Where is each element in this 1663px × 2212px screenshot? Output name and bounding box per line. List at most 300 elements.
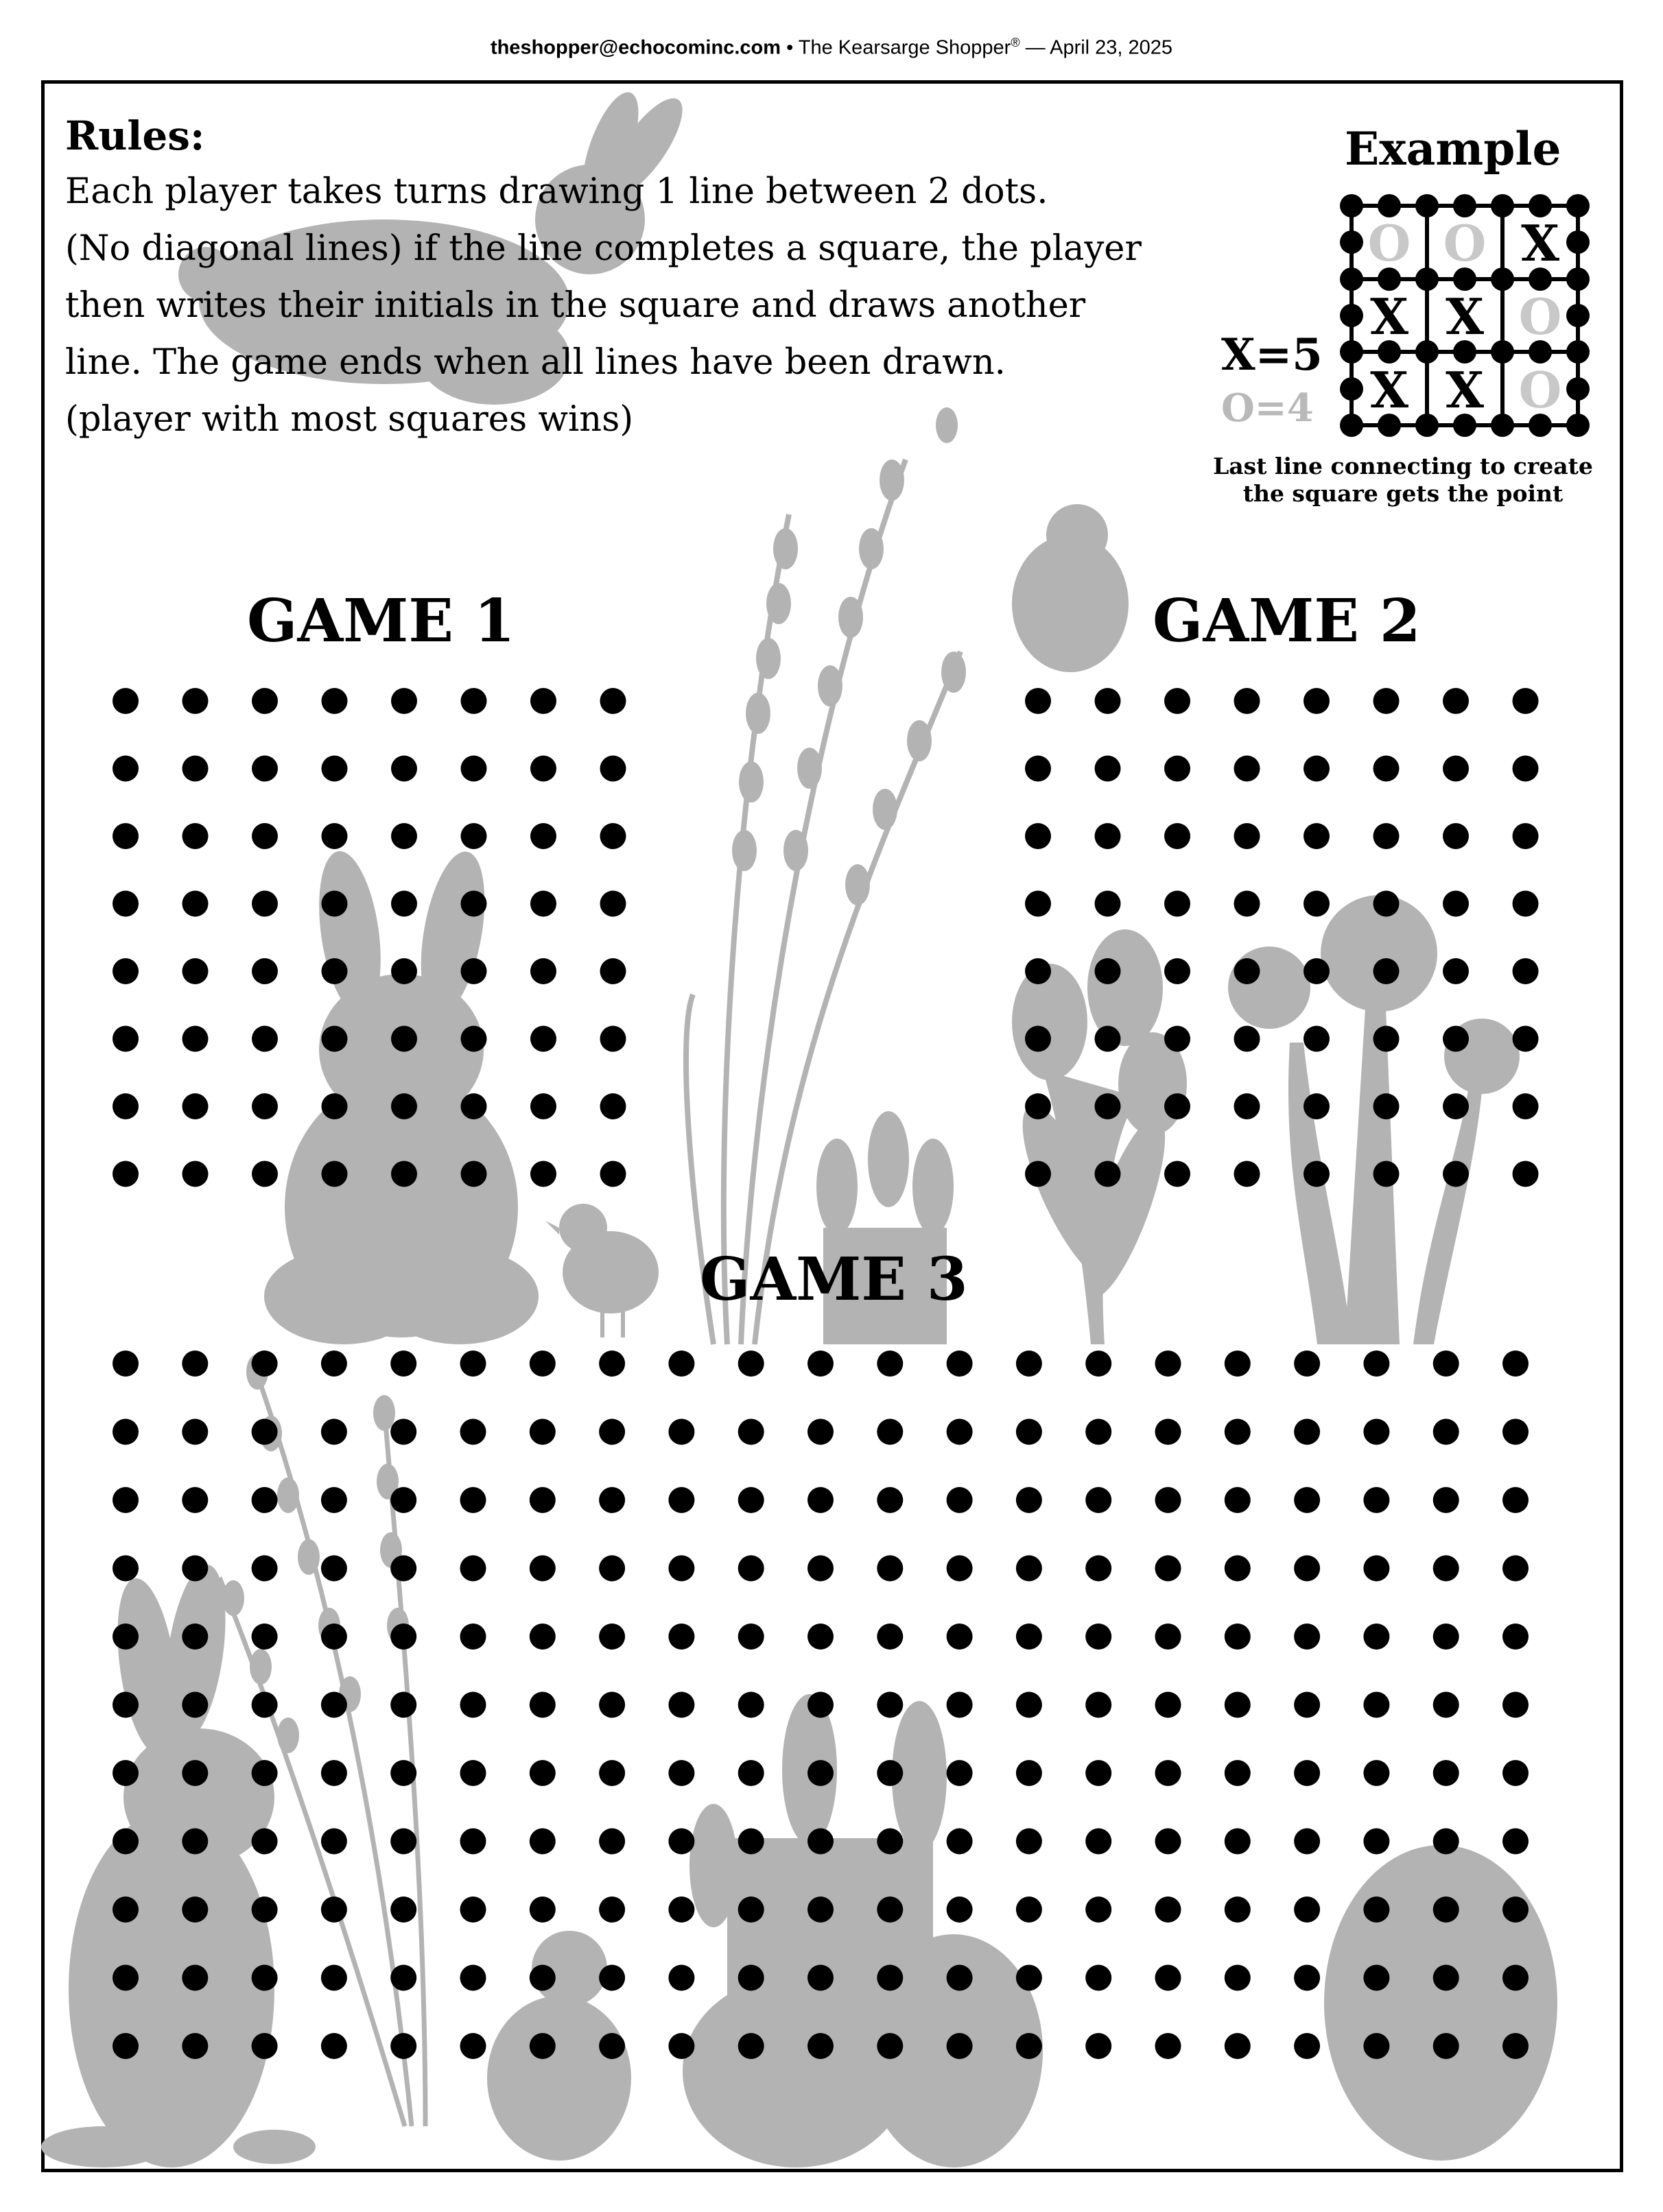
grid-dot[interactable] [460, 1624, 486, 1650]
grid-dot[interactable] [460, 1556, 486, 1582]
grid-dot[interactable] [1085, 1556, 1111, 1582]
grid-dot[interactable] [1164, 1026, 1190, 1052]
grid-dot[interactable] [807, 1829, 834, 1855]
grid-dot[interactable] [738, 2033, 764, 2059]
grid-dot[interactable] [668, 1692, 694, 1718]
grid-dot[interactable] [1443, 1026, 1469, 1052]
grid-dot[interactable] [1373, 1161, 1400, 1187]
grid-dot[interactable] [390, 1419, 416, 1445]
grid-dot[interactable] [668, 1624, 694, 1650]
grid-dot[interactable] [1164, 891, 1190, 917]
grid-dot[interactable] [1294, 1556, 1320, 1582]
grid-dot[interactable] [947, 2033, 973, 2059]
grid-dot[interactable] [877, 1692, 903, 1718]
grid-dot[interactable] [321, 1351, 347, 1377]
grid-dot[interactable] [182, 1026, 209, 1052]
grid-dot[interactable] [113, 1093, 139, 1119]
grid-dot[interactable] [530, 2033, 556, 2059]
grid-dot[interactable] [1234, 891, 1260, 917]
grid-dot[interactable] [322, 1093, 348, 1119]
grid-dot[interactable] [1373, 688, 1400, 714]
grid-dot[interactable] [390, 1692, 416, 1718]
grid-dot[interactable] [1304, 958, 1330, 984]
grid-dot[interactable] [1373, 823, 1400, 849]
grid-dot[interactable] [182, 958, 209, 984]
grid-dot[interactable] [1225, 1760, 1251, 1786]
grid-dot[interactable] [113, 1419, 139, 1445]
grid-dot[interactable] [1095, 688, 1121, 714]
grid-dot[interactable] [1225, 1487, 1251, 1513]
grid-dot[interactable] [599, 1896, 625, 1923]
grid-dot[interactable] [1363, 1351, 1389, 1377]
grid-dot[interactable] [947, 1829, 973, 1855]
grid-dot[interactable] [390, 2033, 416, 2059]
grid-dot[interactable] [182, 1624, 208, 1650]
grid-dot[interactable] [321, 1896, 347, 1923]
grid-dot[interactable] [322, 823, 348, 849]
grid-dot[interactable] [738, 1556, 764, 1582]
grid-dot[interactable] [1502, 1419, 1529, 1445]
grid-dot[interactable] [460, 1896, 486, 1923]
grid-dot[interactable] [530, 1965, 556, 1991]
grid-dot[interactable] [1443, 891, 1469, 917]
grid-dot[interactable] [182, 1556, 208, 1582]
grid-dot[interactable] [1155, 1896, 1181, 1923]
grid-dot[interactable] [1304, 1026, 1330, 1052]
grid-dot[interactable] [947, 1419, 973, 1445]
grid-dot[interactable] [599, 1351, 625, 1377]
grid-dot[interactable] [1085, 1487, 1111, 1513]
grid-dot[interactable] [1025, 891, 1051, 917]
grid-dot[interactable] [182, 1419, 208, 1445]
grid-dot[interactable] [252, 688, 278, 714]
grid-dot[interactable] [530, 756, 556, 782]
grid-dot[interactable] [668, 1487, 694, 1513]
grid-dot[interactable] [600, 688, 626, 714]
grid-dot[interactable] [113, 1487, 139, 1513]
grid-dot[interactable] [1513, 958, 1539, 984]
grid-dot[interactable] [1363, 1487, 1389, 1513]
grid-dot[interactable] [1513, 1026, 1539, 1052]
grid-dot[interactable] [738, 1760, 764, 1786]
grid-dot[interactable] [1294, 1760, 1320, 1786]
grid-dot[interactable] [600, 823, 626, 849]
grid-dot[interactable] [460, 1829, 486, 1855]
grid-dot[interactable] [668, 2033, 694, 2059]
grid-dot[interactable] [391, 688, 417, 714]
grid-dot[interactable] [113, 958, 139, 984]
grid-dot[interactable] [1095, 823, 1121, 849]
grid-dot[interactable] [1095, 756, 1121, 782]
grid-dot[interactable] [600, 756, 626, 782]
grid-dot[interactable] [1433, 1419, 1459, 1445]
grid-dot[interactable] [1363, 1556, 1389, 1582]
grid-dot[interactable] [1363, 1419, 1389, 1445]
grid-dot[interactable] [1363, 1896, 1389, 1923]
grid-dot[interactable] [321, 1624, 347, 1650]
grid-dot[interactable] [1443, 958, 1469, 984]
grid-dot[interactable] [113, 1161, 139, 1187]
grid-dot[interactable] [113, 1829, 139, 1855]
grid-dot[interactable] [461, 688, 487, 714]
grid-dot[interactable] [1225, 1692, 1251, 1718]
grid-dot[interactable] [738, 1896, 764, 1923]
grid-dot[interactable] [1164, 1161, 1190, 1187]
grid-dot[interactable] [1294, 1487, 1320, 1513]
grid-dot[interactable] [322, 688, 348, 714]
grid-dot[interactable] [530, 1829, 556, 1855]
grid-dot[interactable] [877, 1419, 903, 1445]
grid-dot[interactable] [322, 1026, 348, 1052]
grid-dot[interactable] [182, 1161, 209, 1187]
grid-dot[interactable] [182, 891, 209, 917]
grid-dot[interactable] [600, 1093, 626, 1119]
grid-dot[interactable] [182, 1487, 208, 1513]
grid-dot[interactable] [1513, 823, 1539, 849]
grid-dot[interactable] [1304, 823, 1330, 849]
grid-dot[interactable] [1025, 1026, 1051, 1052]
grid-dot[interactable] [1373, 1026, 1400, 1052]
grid-dot[interactable] [390, 1760, 416, 1786]
grid-dot[interactable] [113, 1351, 139, 1377]
grid-dot[interactable] [1085, 1896, 1111, 1923]
grid-dot[interactable] [113, 688, 139, 714]
grid-dot[interactable] [1155, 1419, 1181, 1445]
grid-dot[interactable] [1433, 1829, 1459, 1855]
grid-dot[interactable] [182, 688, 209, 714]
grid-dot[interactable] [460, 1760, 486, 1786]
grid-dot[interactable] [1294, 1624, 1320, 1650]
grid-dot[interactable] [1225, 1419, 1251, 1445]
grid-dot[interactable] [1025, 756, 1051, 782]
grid-dot[interactable] [807, 1896, 834, 1923]
grid-dot[interactable] [599, 1556, 625, 1582]
grid-dot[interactable] [1095, 891, 1121, 917]
grid-dot[interactable] [1294, 1965, 1320, 1991]
grid-dot[interactable] [461, 1026, 487, 1052]
grid-dot[interactable] [668, 1760, 694, 1786]
grid-dot[interactable] [182, 1829, 208, 1855]
grid-dot[interactable] [1025, 958, 1051, 984]
grid-dot[interactable] [113, 1026, 139, 1052]
grid-dot[interactable] [807, 1760, 834, 1786]
grid-dot[interactable] [252, 1624, 278, 1650]
grid-dot[interactable] [599, 1965, 625, 1991]
grid-dot[interactable] [321, 2033, 347, 2059]
grid-dot[interactable] [530, 1760, 556, 1786]
grid-dot[interactable] [1443, 756, 1469, 782]
grid-dot[interactable] [252, 823, 278, 849]
grid-dot[interactable] [113, 756, 139, 782]
game-2-dot-grid[interactable] [1025, 688, 1539, 1187]
grid-dot[interactable] [738, 1487, 764, 1513]
grid-dot[interactable] [252, 1965, 278, 1991]
grid-dot[interactable] [1443, 1093, 1469, 1119]
grid-dot[interactable] [1164, 823, 1190, 849]
grid-dot[interactable] [1433, 1760, 1459, 1786]
grid-dot[interactable] [738, 1419, 764, 1445]
grid-dot[interactable] [1502, 1487, 1529, 1513]
grid-dot[interactable] [600, 1026, 626, 1052]
grid-dot[interactable] [947, 1624, 973, 1650]
grid-dot[interactable] [668, 1556, 694, 1582]
grid-dot[interactable] [1016, 1760, 1042, 1786]
grid-dot[interactable] [460, 1419, 486, 1445]
grid-dot[interactable] [877, 1556, 903, 1582]
grid-dot[interactable] [1363, 1692, 1389, 1718]
grid-dot[interactable] [1085, 1692, 1111, 1718]
grid-dot[interactable] [390, 1965, 416, 1991]
grid-dot[interactable] [947, 1487, 973, 1513]
grid-dot[interactable] [252, 1026, 278, 1052]
grid-dot[interactable] [1155, 1556, 1181, 1582]
grid-dot[interactable] [668, 1419, 694, 1445]
grid-dot[interactable] [599, 1624, 625, 1650]
grid-dot[interactable] [1155, 2033, 1181, 2059]
grid-dot[interactable] [1513, 891, 1539, 917]
grid-dot[interactable] [599, 1692, 625, 1718]
grid-dot[interactable] [1016, 1965, 1042, 1991]
grid-dot[interactable] [877, 1624, 903, 1650]
grid-dot[interactable] [391, 1026, 417, 1052]
grid-dot[interactable] [1155, 1487, 1181, 1513]
grid-dot[interactable] [1373, 756, 1400, 782]
grid-dot[interactable] [530, 1093, 556, 1119]
grid-dot[interactable] [113, 1760, 139, 1786]
grid-dot[interactable] [1304, 1093, 1330, 1119]
grid-dot[interactable] [1155, 1965, 1181, 1991]
grid-dot[interactable] [391, 1093, 417, 1119]
grid-dot[interactable] [1164, 958, 1190, 984]
grid-dot[interactable] [807, 1419, 834, 1445]
grid-dot[interactable] [1085, 1965, 1111, 1991]
grid-dot[interactable] [1016, 2033, 1042, 2059]
grid-dot[interactable] [1294, 1692, 1320, 1718]
grid-dot[interactable] [322, 958, 348, 984]
grid-dot[interactable] [1513, 688, 1539, 714]
grid-dot[interactable] [947, 1760, 973, 1786]
grid-dot[interactable] [252, 756, 278, 782]
grid-dot[interactable] [1025, 1161, 1051, 1187]
grid-dot[interactable] [252, 1896, 278, 1923]
grid-dot[interactable] [1016, 1896, 1042, 1923]
grid-dot[interactable] [1502, 1556, 1529, 1582]
grid-dot[interactable] [252, 958, 278, 984]
grid-dot[interactable] [1155, 1624, 1181, 1650]
grid-dot[interactable] [1433, 1965, 1459, 1991]
grid-dot[interactable] [668, 1896, 694, 1923]
grid-dot[interactable] [182, 1896, 208, 1923]
grid-dot[interactable] [807, 1351, 834, 1377]
grid-dot[interactable] [182, 1760, 208, 1786]
grid-dot[interactable] [1513, 1093, 1539, 1119]
grid-dot[interactable] [252, 1692, 278, 1718]
grid-dot[interactable] [322, 756, 348, 782]
grid-dot[interactable] [947, 1692, 973, 1718]
grid-dot[interactable] [1502, 1624, 1529, 1650]
grid-dot[interactable] [460, 1351, 486, 1377]
grid-dot[interactable] [182, 2033, 208, 2059]
grid-dot[interactable] [391, 756, 417, 782]
grid-dot[interactable] [460, 1692, 486, 1718]
grid-dot[interactable] [1155, 1692, 1181, 1718]
grid-dot[interactable] [1225, 1351, 1251, 1377]
grid-dot[interactable] [530, 1161, 556, 1187]
grid-dot[interactable] [1304, 756, 1330, 782]
grid-dot[interactable] [600, 891, 626, 917]
grid-dot[interactable] [1502, 1760, 1529, 1786]
grid-dot[interactable] [1164, 1093, 1190, 1119]
grid-dot[interactable] [1373, 1093, 1400, 1119]
grid-dot[interactable] [877, 1829, 903, 1855]
grid-dot[interactable] [600, 1161, 626, 1187]
grid-dot[interactable] [599, 1829, 625, 1855]
grid-dot[interactable] [322, 1161, 348, 1187]
grid-dot[interactable] [530, 1487, 556, 1513]
grid-dot[interactable] [252, 1093, 278, 1119]
grid-dot[interactable] [1294, 1419, 1320, 1445]
grid-dot[interactable] [460, 1487, 486, 1513]
grid-dot[interactable] [182, 1965, 208, 1991]
grid-dot[interactable] [530, 1419, 556, 1445]
grid-dot[interactable] [182, 1093, 209, 1119]
grid-dot[interactable] [668, 1351, 694, 1377]
grid-dot[interactable] [460, 2033, 486, 2059]
grid-dot[interactable] [668, 1965, 694, 1991]
grid-dot[interactable] [252, 1829, 278, 1855]
grid-dot[interactable] [1234, 1161, 1260, 1187]
grid-dot[interactable] [738, 1965, 764, 1991]
grid-dot[interactable] [321, 1692, 347, 1718]
grid-dot[interactable] [1095, 958, 1121, 984]
grid-dot[interactable] [1433, 2033, 1459, 2059]
grid-dot[interactable] [1234, 1026, 1260, 1052]
grid-dot[interactable] [1363, 2033, 1389, 2059]
grid-dot[interactable] [1225, 1624, 1251, 1650]
grid-dot[interactable] [461, 823, 487, 849]
grid-dot[interactable] [877, 1351, 903, 1377]
grid-dot[interactable] [1433, 1624, 1459, 1650]
grid-dot[interactable] [1225, 1896, 1251, 1923]
grid-dot[interactable] [1155, 1351, 1181, 1377]
grid-dot[interactable] [1373, 891, 1400, 917]
grid-dot[interactable] [390, 1487, 416, 1513]
grid-dot[interactable] [1363, 1965, 1389, 1991]
grid-dot[interactable] [1363, 1829, 1389, 1855]
grid-dot[interactable] [1234, 958, 1260, 984]
grid-dot[interactable] [322, 891, 348, 917]
grid-dot[interactable] [1225, 2033, 1251, 2059]
grid-dot[interactable] [947, 1351, 973, 1377]
grid-dot[interactable] [530, 823, 556, 849]
grid-dot[interactable] [461, 891, 487, 917]
grid-dot[interactable] [530, 1896, 556, 1923]
grid-dot[interactable] [461, 1093, 487, 1119]
grid-dot[interactable] [668, 1829, 694, 1855]
grid-dot[interactable] [1433, 1692, 1459, 1718]
grid-dot[interactable] [390, 1351, 416, 1377]
grid-dot[interactable] [113, 1624, 139, 1650]
grid-dot[interactable] [1502, 1896, 1529, 1923]
grid-dot[interactable] [1095, 1161, 1121, 1187]
grid-dot[interactable] [1294, 1829, 1320, 1855]
grid-dot[interactable] [1234, 756, 1260, 782]
grid-dot[interactable] [1085, 1419, 1111, 1445]
grid-dot[interactable] [877, 1760, 903, 1786]
grid-dot[interactable] [182, 823, 209, 849]
grid-dot[interactable] [1025, 823, 1051, 849]
grid-dot[interactable] [1443, 688, 1469, 714]
grid-dot[interactable] [1502, 1829, 1529, 1855]
grid-dot[interactable] [390, 1896, 416, 1923]
grid-dot[interactable] [947, 1896, 973, 1923]
grid-dot[interactable] [1234, 823, 1260, 849]
grid-dot[interactable] [1164, 756, 1190, 782]
grid-dot[interactable] [599, 1487, 625, 1513]
grid-dot[interactable] [321, 1556, 347, 1582]
grid-dot[interactable] [1443, 1161, 1469, 1187]
grid-dot[interactable] [390, 1829, 416, 1855]
grid-dot[interactable] [113, 1692, 139, 1718]
grid-dot[interactable] [113, 1896, 139, 1923]
grid-dot[interactable] [877, 1487, 903, 1513]
grid-dot[interactable] [807, 1692, 834, 1718]
grid-dot[interactable] [599, 1760, 625, 1786]
grid-dot[interactable] [113, 1556, 139, 1582]
grid-dot[interactable] [600, 958, 626, 984]
grid-dot[interactable] [113, 2033, 139, 2059]
grid-dot[interactable] [1502, 1965, 1529, 1991]
grid-dot[interactable] [530, 1556, 556, 1582]
grid-dot[interactable] [1085, 1351, 1111, 1377]
grid-dot[interactable] [807, 1624, 834, 1650]
grid-dot[interactable] [738, 1692, 764, 1718]
grid-dot[interactable] [182, 756, 209, 782]
grid-dot[interactable] [1502, 1351, 1529, 1377]
grid-dot[interactable] [252, 1419, 278, 1445]
grid-dot[interactable] [877, 1896, 903, 1923]
grid-dot[interactable] [1502, 2033, 1529, 2059]
grid-dot[interactable] [1433, 1487, 1459, 1513]
grid-dot[interactable] [1294, 1351, 1320, 1377]
grid-dot[interactable] [1234, 1093, 1260, 1119]
grid-dot[interactable] [1025, 1093, 1051, 1119]
grid-dot[interactable] [1363, 1624, 1389, 1650]
grid-dot[interactable] [1304, 688, 1330, 714]
grid-dot[interactable] [321, 1419, 347, 1445]
grid-dot[interactable] [1095, 1093, 1121, 1119]
grid-dot[interactable] [1085, 2033, 1111, 2059]
grid-dot[interactable] [1304, 891, 1330, 917]
grid-dot[interactable] [1016, 1829, 1042, 1855]
grid-dot[interactable] [390, 1556, 416, 1582]
grid-dot[interactable] [530, 891, 556, 917]
grid-dot[interactable] [461, 756, 487, 782]
grid-dot[interactable] [530, 1026, 556, 1052]
grid-dot[interactable] [252, 1760, 278, 1786]
grid-dot[interactable] [391, 891, 417, 917]
grid-dot[interactable] [1225, 1965, 1251, 1991]
grid-dot[interactable] [252, 1161, 278, 1187]
grid-dot[interactable] [530, 1351, 556, 1377]
grid-dot[interactable] [1095, 1026, 1121, 1052]
grid-dot[interactable] [1234, 688, 1260, 714]
grid-dot[interactable] [530, 1624, 556, 1650]
grid-dot[interactable] [1016, 1624, 1042, 1650]
grid-dot[interactable] [321, 1487, 347, 1513]
grid-dot[interactable] [1016, 1351, 1042, 1377]
grid-dot[interactable] [1155, 1829, 1181, 1855]
